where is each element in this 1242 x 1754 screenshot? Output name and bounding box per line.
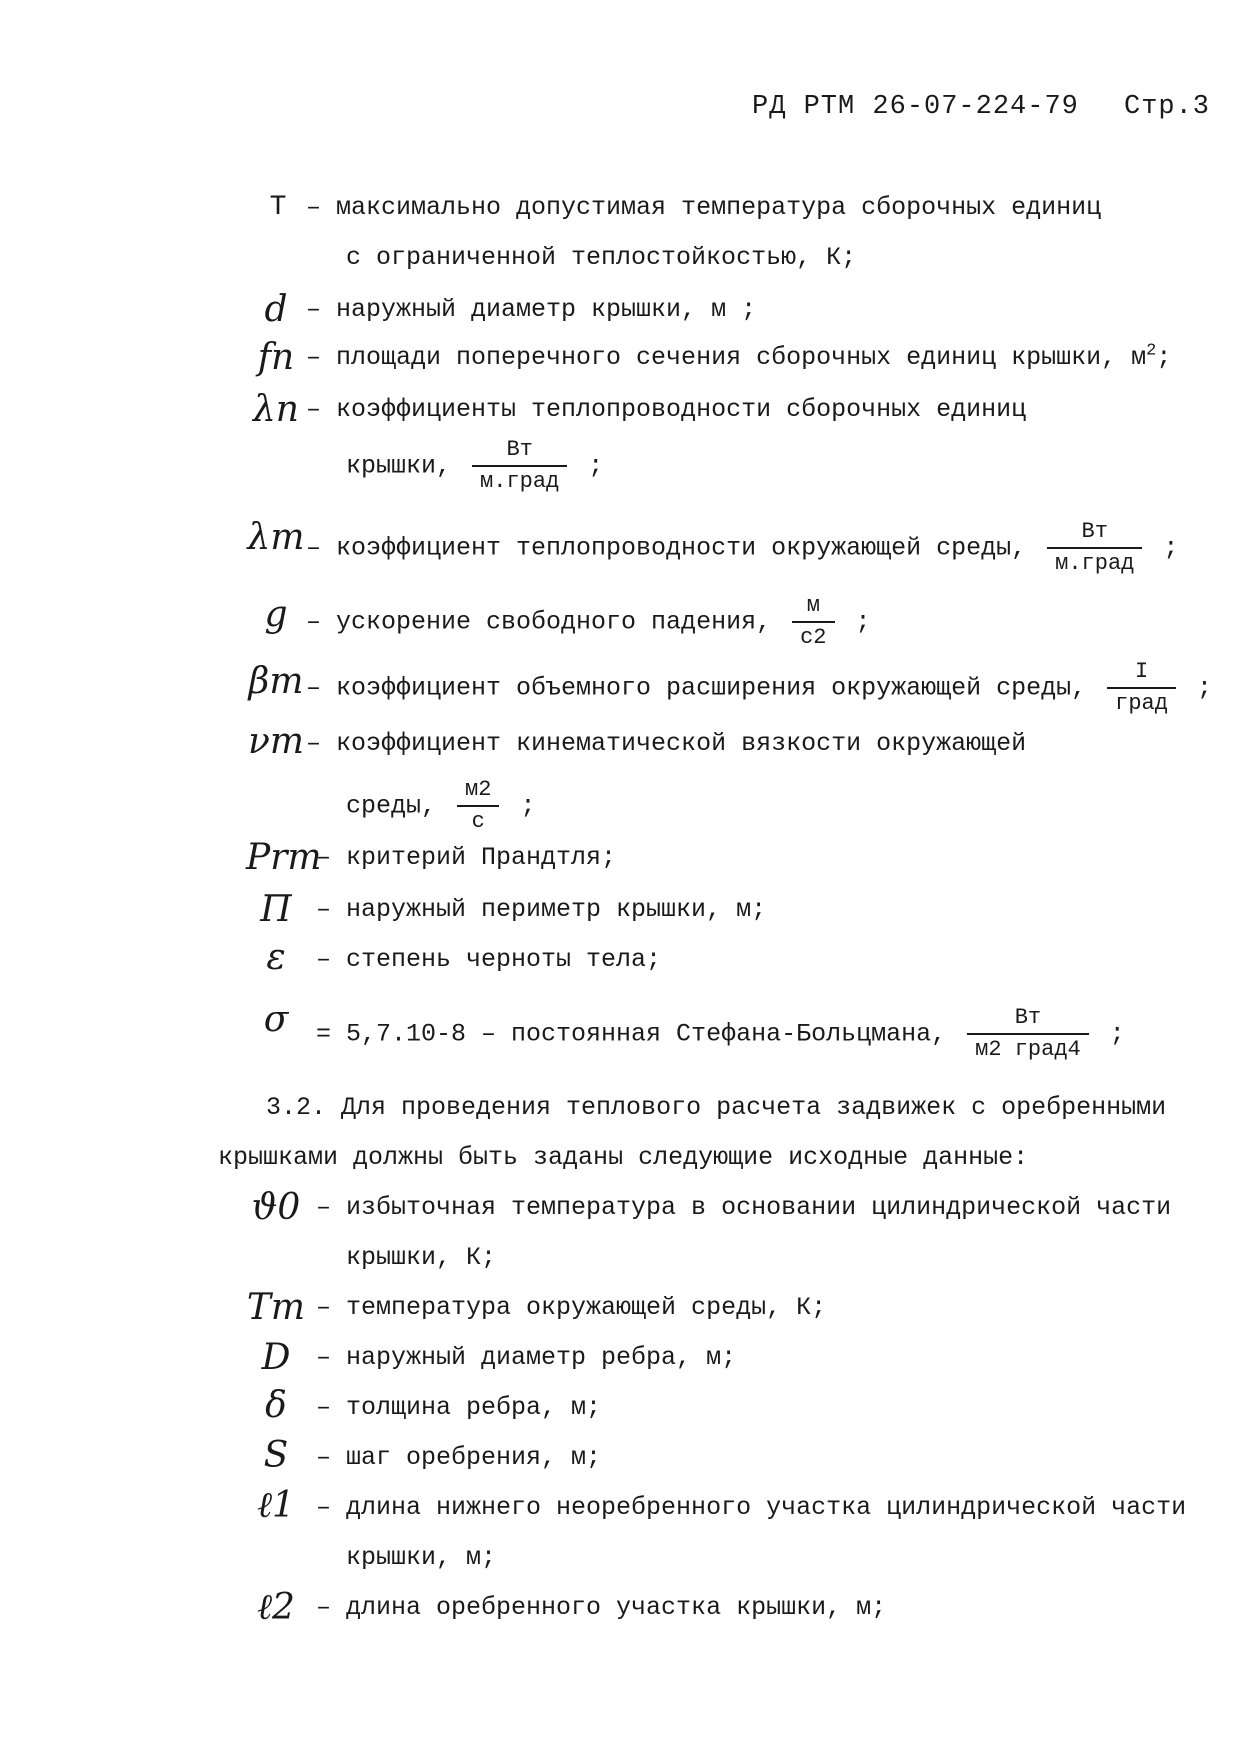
page-number: Стр.3	[1124, 92, 1211, 122]
exponent-2: 2	[1146, 341, 1157, 361]
semicolon: ;	[855, 607, 871, 637]
semicolon: ;	[1163, 533, 1179, 563]
symbol-pr-m: Prm	[246, 837, 322, 878]
symbol-t-m: Tm	[246, 1287, 306, 1328]
semicolon: ;	[520, 791, 536, 821]
definition-l1-cont: крышки, м;	[346, 1543, 497, 1572]
definition-lambda-n: – коэффициенты теплопроводности сборочных единиц	[306, 395, 1027, 424]
symbol-p: П	[260, 889, 292, 930]
symbol-g: g	[264, 594, 288, 635]
definition-l1: – длина нижнего неоребренного участка цилиндрической части	[316, 1493, 1187, 1522]
definition-theta-0: – избыточная температура в основании цилиндрической части	[316, 1193, 1172, 1222]
definition-epsilon: – степень черноты тела;	[316, 945, 662, 974]
symbol-sigma: σ	[263, 999, 289, 1040]
definition-p: – наружный периметр крышки, м;	[316, 895, 767, 924]
definition-sigma	[316, 1004, 1125, 1064]
semicolon: ;	[1196, 673, 1212, 703]
definition-beta-m-text: – коэффициент объемного расширения окружающей среды,	[306, 673, 1087, 703]
unit-fraction-one-grad: $\frac{I}{\text{град}}$	[1107, 658, 1176, 718]
definition-d-rib: – наружный диаметр ребра, м;	[316, 1343, 737, 1372]
definition-beta-m	[306, 658, 1212, 718]
definition-t: – максимально допустимая температура сборочных единиц	[306, 193, 1102, 222]
sredy-label: среды,	[346, 791, 437, 821]
krishki-label: крышки,	[346, 451, 452, 481]
definition-fn-text: – площади поперечного сечения сборочных единиц крышки, м	[306, 343, 1147, 372]
definition-fn	[306, 342, 1171, 374]
symbol-beta-m: βm	[248, 661, 304, 702]
symbol-epsilon: ε	[266, 937, 286, 978]
paragraph-3-2-line2: крышками должны быть заданы следующие исходные данные:	[218, 1143, 1029, 1172]
unit-fraction-m2-c: $\frac{м2}{с}$	[457, 776, 499, 836]
symbol-l2: ℓ2	[257, 1587, 295, 1628]
definition-sigma-text: = 5,7.10-8 – постоянная Стефана-Больцмана,	[316, 1019, 947, 1049]
symbol-delta: δ	[265, 1385, 287, 1426]
document-code: РД РТМ 26-07-224-79	[752, 92, 1079, 122]
symbol-lambda-n: λn	[252, 389, 299, 430]
definition-lambda-n-cont	[346, 436, 603, 496]
definition-g	[306, 592, 871, 652]
symbol-nu-m: νm	[247, 721, 305, 762]
definition-s: – шаг оребрения, м;	[316, 1443, 602, 1472]
unit-fraction-m-c2: $\frac{м}{с2}$	[792, 592, 834, 652]
symbol-d-rib: D	[261, 1337, 291, 1378]
unit-fraction-vt-m2-grad4: $\frac{Вт}{\text{м2 град4}}$	[967, 1004, 1089, 1064]
symbol-s: S	[263, 1435, 289, 1476]
symbol-lambda-m: λm	[247, 517, 305, 558]
definition-nu-m: – коэффициент кинематической вязкости окружающей	[306, 729, 1027, 758]
paragraph-3-2-line1: 3.2. Для проведения теплового расчета задвижек с оребренными	[266, 1093, 1167, 1122]
unit-fraction-vt-m-grad: $\frac{Вт}{\text{м.град}}$	[472, 436, 567, 496]
definition-g-text: – ускорение свободного падения,	[306, 607, 772, 637]
symbol-l1: ℓ1	[257, 1485, 295, 1526]
definition-nu-m-cont	[346, 776, 535, 836]
unit-fraction-vt-m-grad-2: $\frac{Вт}{\text{м.град}}$	[1047, 518, 1142, 578]
definition-pr-m: – критерий Прандтля;	[316, 843, 617, 872]
definition-l2: – длина оребренного участка крышки, м;	[316, 1593, 887, 1622]
symbol-t: T	[269, 192, 287, 223]
semicolon: ;	[588, 451, 604, 481]
definition-t-m: – температура окружающей среды, К;	[316, 1293, 827, 1322]
semicolon: ;	[1156, 343, 1172, 372]
definition-theta-0-cont: крышки, К;	[346, 1243, 497, 1272]
symbol-theta-0: ϑ0	[251, 1187, 301, 1228]
symbol-d: d	[264, 289, 288, 330]
symbol-fn: fn	[257, 337, 295, 378]
definition-delta: – толщина ребра, м;	[316, 1393, 602, 1422]
definition-d: – наружный диаметр крышки, м ;	[306, 295, 757, 324]
definition-lambda-m-text: – коэффициент теплопроводности окружающей среды,	[306, 533, 1027, 563]
definition-t-cont: с ограниченной теплостойкостью, К;	[346, 243, 857, 272]
definition-lambda-m	[306, 518, 1178, 578]
semicolon: ;	[1109, 1019, 1125, 1049]
